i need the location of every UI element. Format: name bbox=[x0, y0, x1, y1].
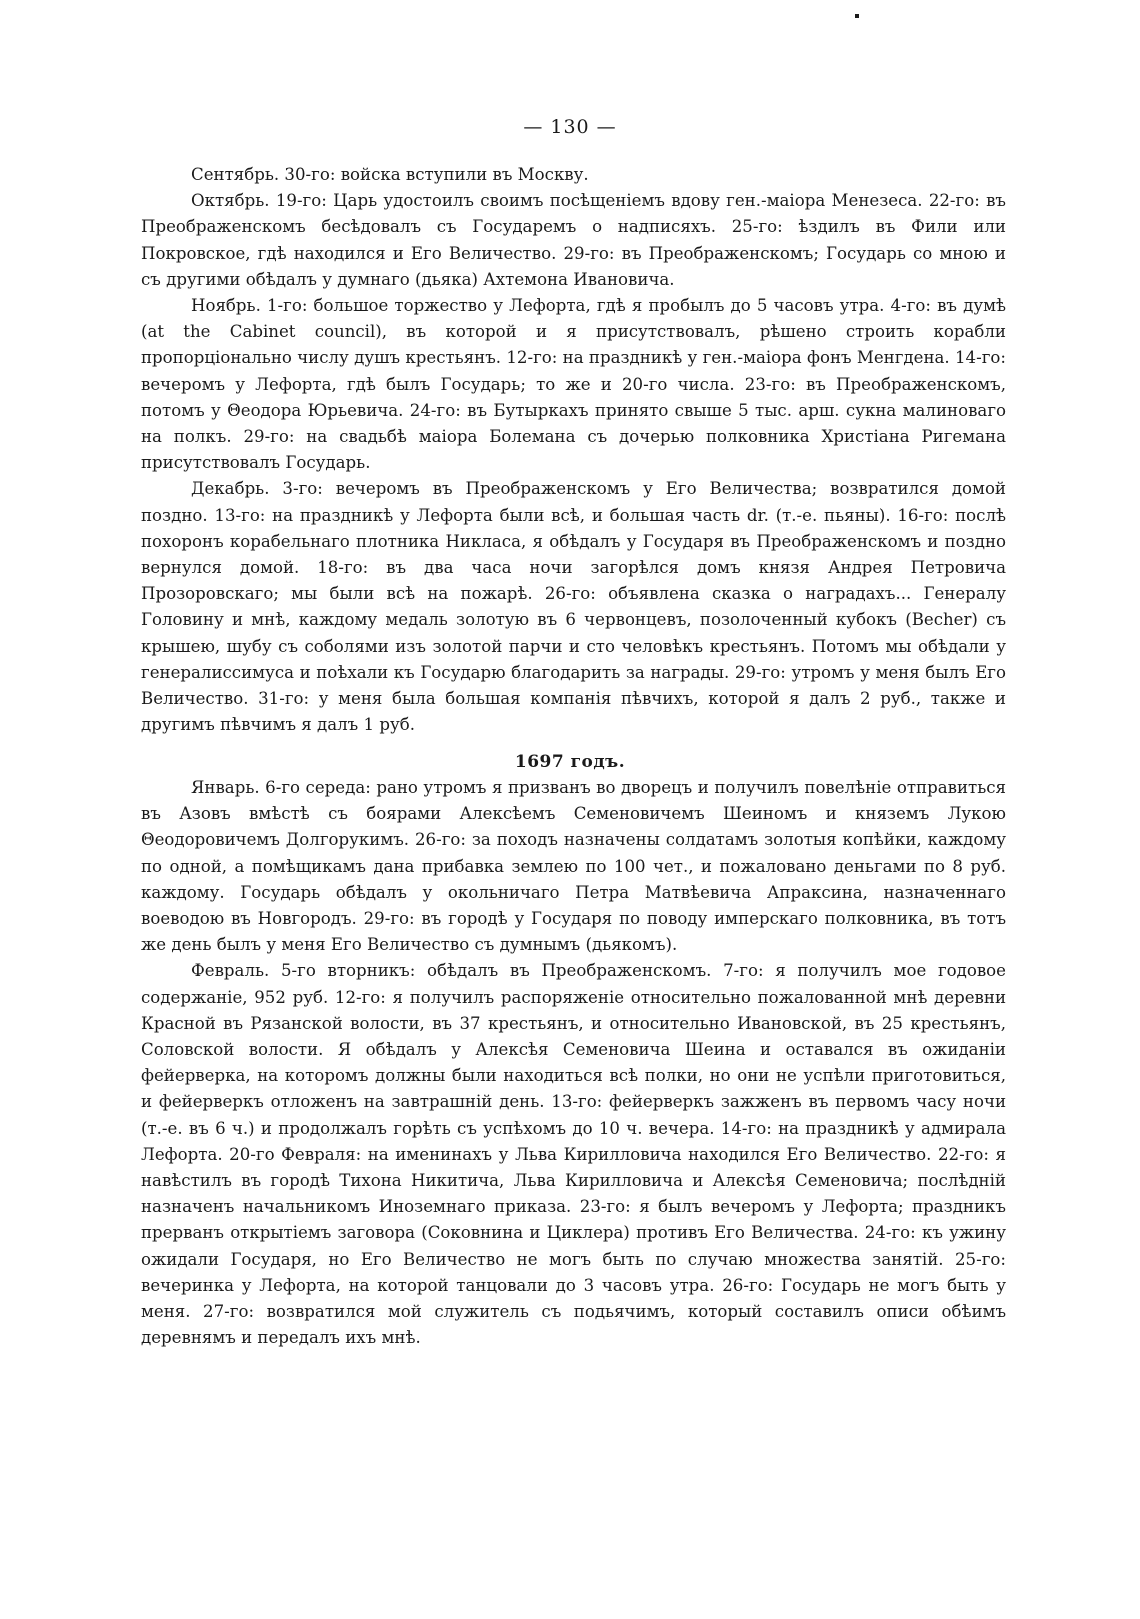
entry-october: Октябрь. 19-го: Царь удостоилъ своимъ посѣщеніемъ вдову ген.-маіора Менезеса. 22-го: въ Преображенскомъ бесѣдовалъ съ Государемъ о надписяхъ. 25-го: ѣздилъ въ Фили или Покровское, гдѣ находился и Его Величество. 29-го: въ Преображенскомъ; Государь со мною и съ другими обѣдалъ у думнаго (дьяка) Ахтемона Ивановича. bbox=[141, 191, 1006, 289]
entry-february: Февраль. 5-го вторникъ: обѣдалъ въ Преображенскомъ. 7-го: я получилъ мое годовое содержаніе, 952 руб. 12-го: я получилъ распоряженіе относительно пожалованной мнѣ деревни Красной въ Рязанской волости, въ 37 крестьянъ, и относительно Ивановской, въ 25 крестьянъ, Соловской волости. Я обѣдалъ у Алексѣя Семеновича Шеина и оставался въ ожиданіи фейерверка, на которомъ должны были находиться всѣ полки, но они не успѣли приготовиться, и фейерверкъ отложенъ на завтрашній день. 13-го: фейерверкъ зажженъ въ первомъ часу ночи (т.-е. въ 6 ч.) и продолжалъ горѣть съ успѣхомъ до 10 ч. вечера. 14-го: на праздникѣ у адмирала Лефорта. 20-го Февраля: на именинахъ у Льва Кирилловича находился Его Величество. 22-го: я навѣстилъ въ городѣ Тихона Никитича, Льва Кирилловича и Алексѣя Семеновича; послѣдній назначенъ начальникомъ Иноземнаго приказа. 23-го: я былъ вечеромъ у Лефорта; праздникъ прерванъ открытіемъ заговора (Соковнина и Циклера) противъ Его Величества. 24-го: къ ужину ожидали Государя, но Его Величество не могъ быть по случаю множества занятій. 25-го: вечеринка у Лефорта, на которой танцовали до 3 часовъ утра. 26-го: Государь не могъ быть у меня. 27-го: возвратился мой служитель съ подьячимъ, который составилъ описи обѣимъ деревнямъ и передалъ ихъ мнѣ. bbox=[141, 961, 1006, 1348]
entries-1696 bbox=[141, 162, 1006, 738]
entries-1697 bbox=[141, 775, 1006, 1351]
page-number: — 130 — bbox=[523, 116, 617, 138]
entry-december: Декабрь. 3-го: вечеромъ въ Преображенскомъ у Его Величества; возвратился домой поздно. 13-го: на праздникѣ у Лефорта были всѣ, и большая часть dr. (т.-е. пьяны). 16-го: послѣ похоронъ корабельнаго плотника Никласа, я обѣдалъ у Государя въ Преображенскомъ и поздно вернулся домой. 18-го: въ два часа ночи загорѣлся домъ князя Андрея Петровича Прозоровскаго; мы были всѣ на пожарѣ. 26-го: объявлена сказка о наградахъ... Генералу Головину и мнѣ, каждому медаль золотую въ 6 червонцевъ, позолоченный кубокъ (Becher) съ крышею, шубу съ соболями изъ золотой парчи и сто человѣкъ крестьянъ. Потомъ мы обѣдали у генералиссимуса и поѣхали къ Государю благодарить за награды. 29-го: утромъ у меня былъ Его Величество. 31-го: у меня была большая компанія пѣвчихъ, которой я далъ 2 руб., также и другимъ пѣвчимъ я далъ 1 руб. bbox=[141, 479, 1006, 735]
print-speck bbox=[855, 14, 859, 18]
entry-january: Январь. 6-го середа: рано утромъ я призванъ во дворецъ и получилъ повелѣніе отправиться въ Азовъ вмѣстѣ съ боярами Алексѣемъ Семеновичемъ Шеиномъ и княземъ Лукою Θеодоровичемъ Долгорукимъ. 26-го: за походъ назначены солдатамъ золотыя копѣйки, каждому по одной, а помѣщикамъ дана прибавка землею по 100 чет., и пожаловано деньгами по 8 руб. каждому. Государь обѣдалъ у окольничаго Петра Матвѣевича Апраксина, назначеннаго воеводою въ Новгородъ. 29-го: въ городѣ у Государя по поводу имперскаго полковника, въ тотъ же день былъ у меня Его Величество съ думнымъ (дьякомъ). bbox=[141, 778, 1006, 955]
entry-november: Ноябрь. 1-го: большое торжество у Лефорта, гдѣ я пробылъ до 5 часовъ утра. 4-го: въ думѣ (at the Cabinet council), въ которой и я присутствовалъ, рѣшено строить корабли пропорціонально числу душъ крестьянъ. 12-го: на праздникѣ у ген.-маіора фонъ Менгдена. 14-го: вечеромъ у Лефорта, гдѣ былъ Государь; то же и 20-го числа. 23-го: въ Преображенскомъ, потомъ у Θеодора Юрьевича. 24-го: въ Бутыркахъ принято свыше 5 тыс. арш. сукна малиноваго на полкъ. 29-го: на свадьбѣ маіора Болемана съ дочерью полковника Христіана Ригемана присутствовалъ Государь. bbox=[141, 296, 1006, 473]
year-heading: 1697 годъ. bbox=[514, 752, 626, 772]
entry-september: Сентябрь. 30-го: войска вступили въ Москву. bbox=[191, 165, 589, 184]
